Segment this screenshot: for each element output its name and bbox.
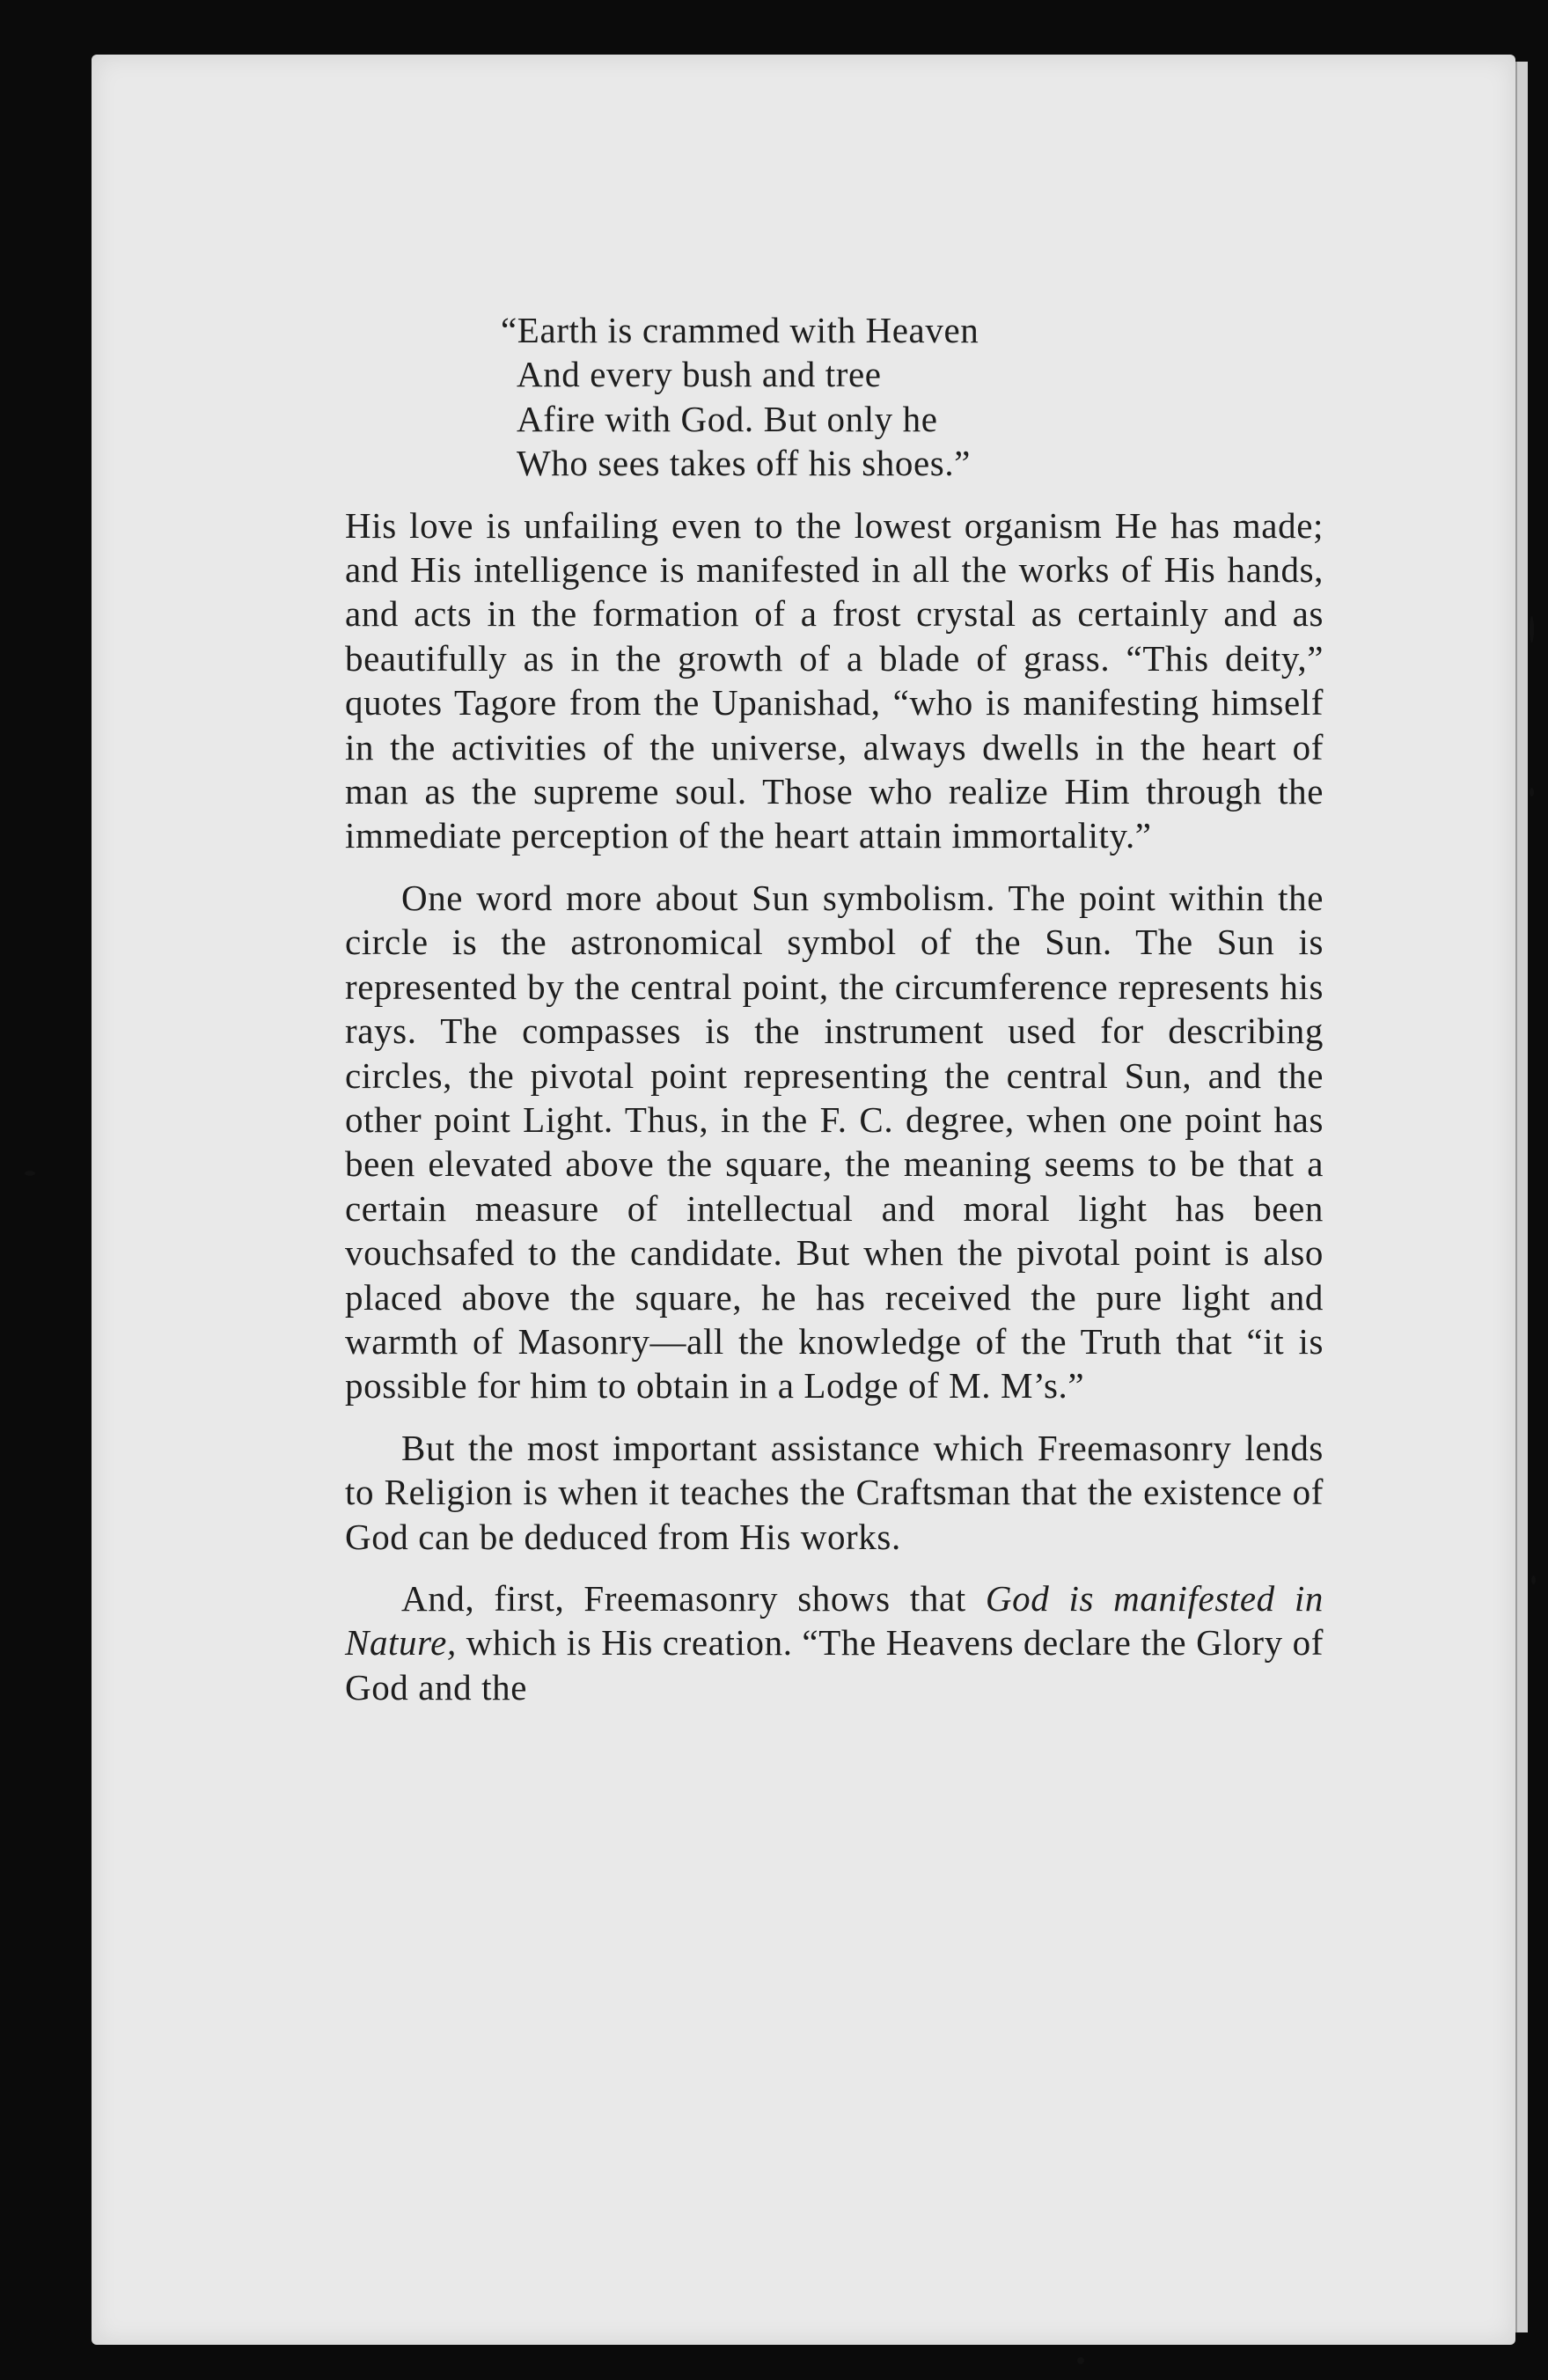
poem-line: Who sees takes off his shoes.” <box>517 443 971 484</box>
scan-speck <box>1530 788 1534 797</box>
poem-quote <box>345 308 1324 486</box>
page-edge <box>1515 62 1528 2332</box>
paragraph-his-love: His love is unfailing even to the lowest organism He has made; and His intelligence is manifested in all the works of His hands, and acts in the formation of a frost crystal as certainly and as beautifully as in the growth of a blade of grass. “This deity,” quotes Tagore from the Upanishad, “who is manifesting himself in the activities of the universe, always dwells in the heart of man as the supreme soul. Those who realize Him through the immediate perception of the heart attain immortality.” <box>345 504 1324 856</box>
paragraph-text: And, first, Freemasonry shows that <box>401 1577 966 1619</box>
poem-line: And every bush and tree <box>517 354 882 395</box>
poem-line: “Earth is crammed with Heaven <box>501 310 979 350</box>
paragraph-sun-symbolism: One word more about Sun symbolism. The point within the circle is the astronomical symbol of the Sun. The Sun is represented by the central point, the circumference represents his rays. The compasses is the instrument used for describing circles, the pivotal point representing the central Sun, and the other point Light. Thus, in the F. C. degree, when one point has been elevated above the square, the meaning seems to be that a certain measure of intellectual and moral light has been vouchsafed to the candidate. But when the pivotal point is also placed above the square, he has received the pure light and warmth of Masonry—all the knowledge of the Truth that “it is possible for him to obtain in a Lodge of M. M’s.” <box>345 877 1324 1407</box>
paragraph-assistance: But the most important assistance which Freemasonry lends to Religion is when it teaches the Craftsman that the existence of God can be deduced from His works. <box>345 1427 1324 1557</box>
page-text <box>345 308 1324 1727</box>
scan-speck <box>1531 1576 1536 1584</box>
scan-speck <box>25 1171 35 1176</box>
scan-speck <box>1530 616 1534 643</box>
poem-line: Afire with God. But only he <box>517 398 938 439</box>
paragraph-god-in-nature <box>345 1576 1324 1709</box>
emphasis-text: God is manifested in Nature, <box>345 1577 1324 1664</box>
paragraph-text: which is His creation. “The Heavens declare the Glory of God and the <box>345 1622 1324 1708</box>
scan-speck <box>1077 2357 1084 2364</box>
